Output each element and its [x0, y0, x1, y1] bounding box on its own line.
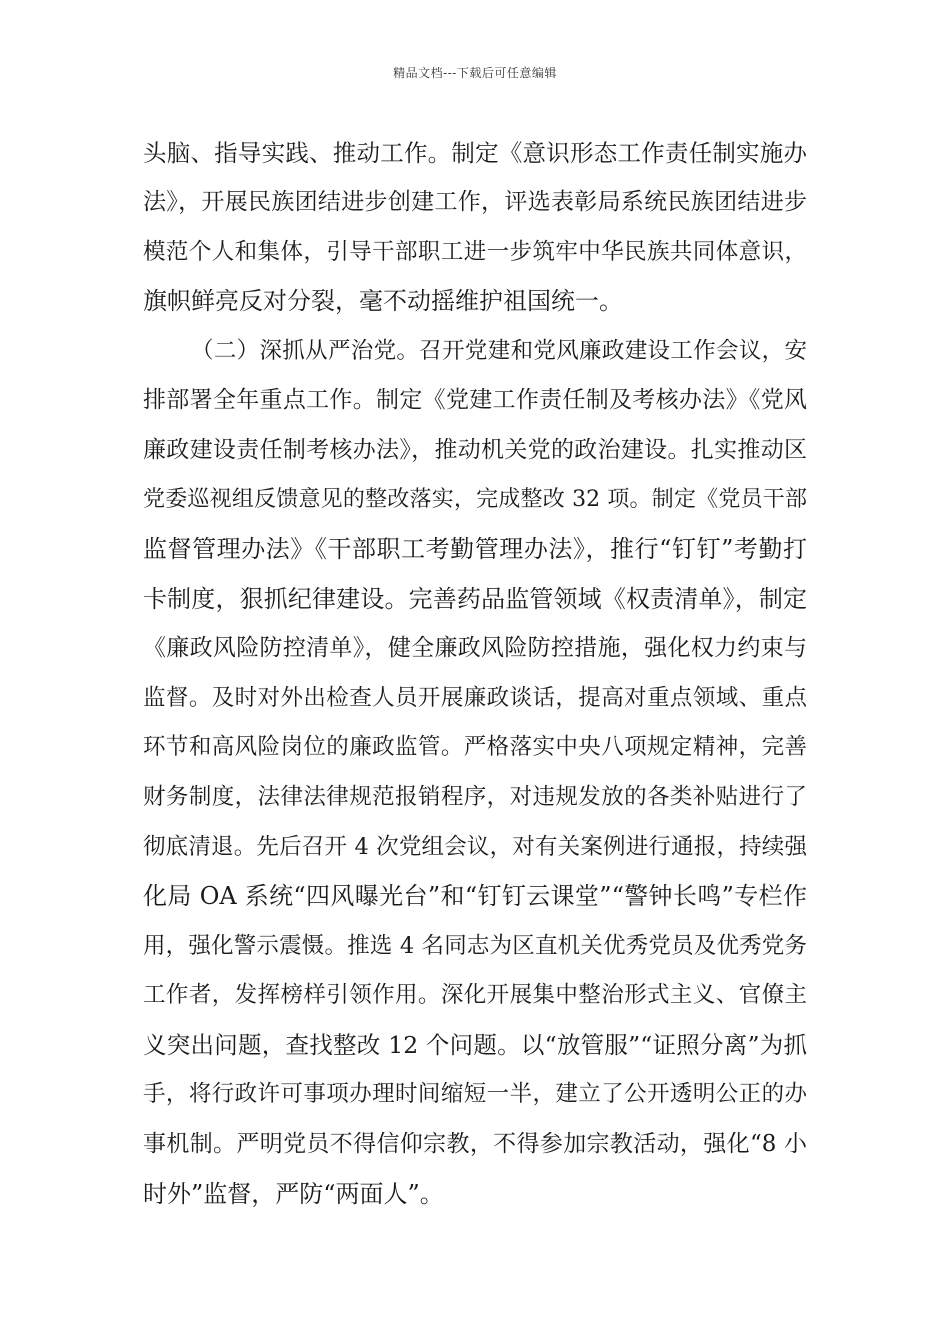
text-line: 财务制度，法律法律规范报销程序，对违规发放的各类补贴进行了	[143, 784, 807, 810]
text-line: 《廉政风险防控清单》，健全廉政风险防控措施，强化权力约束与	[143, 635, 807, 661]
page-header: 精品文档---下载后可任意编辑	[393, 66, 557, 80]
text-line: 事机制。严明党员不得信仰宗教，不得参加宗教活动，强化“8 小	[143, 1131, 807, 1157]
text-line: 时外”监督，严防“两面人”。	[143, 1180, 444, 1208]
text-line: 头脑、指导实践、推动工作。制定《意识形态工作责任制实施办	[143, 139, 807, 167]
text-line: 工作者，发挥榜样引领作用。深化开展集中整治形式主义、官僚主	[143, 982, 807, 1008]
paragraph-start-line: （二）深抓从严治党。召开党建和党风廉政建设工作会议，安	[191, 338, 807, 364]
text-line: 化局 OA 系统“四风曝光台”和“钉钉云课堂”“警钟长鸣”专栏作	[143, 882, 807, 910]
text-line: 彻底清退。先后召开 4 次党组会议，对有关案例进行通报，持续强	[143, 834, 807, 860]
text-line: 廉政建设责任制考核办法》，推动机关党的政治建设。扎实推动区	[143, 437, 807, 463]
text-line: 环节和高风险岗位的廉政监管。严格落实中央八项规定精神，完善	[143, 734, 807, 760]
text-line: 手，将行政许可事项办理时间缩短一半，建立了公开透明公正的办	[143, 1081, 807, 1107]
text-line: 法》，开展民族团结进步创建工作，评选表彰局系统民族团结进步	[143, 189, 807, 215]
text-line: 用，强化警示震慑。推选 4 名同志为区直机关优秀党员及优秀党务	[143, 933, 807, 959]
text-line: 监督。及时对外出检查人员开展廉政谈话，提高对重点领域、重点	[143, 685, 807, 711]
text-line: 监督管理办法》《干部职工考勤管理办法》，推行“钉钉”考勤打	[143, 535, 807, 563]
text-line: 党委巡视组反馈意见的整改落实，完成整改 32 项。制定《党员干部	[143, 487, 807, 512]
text-line: 义突出问题，查找整改 12 个问题。以“放管服”“证照分离”为抓	[143, 1031, 807, 1059]
text-line: 卡制度，狠抓纪律建设。完善药品监管领域《权责清单》，制定	[143, 585, 807, 613]
text-line: 旗帜鲜亮反对分裂，毫不动摇维护祖国统一。	[143, 287, 623, 315]
text-line: 排部署全年重点工作。制定《党建工作责任制及考核办法》《党风	[143, 387, 807, 413]
text-line: 模范个人和集体，引导干部职工进一步筑牢中华民族共同体意识，	[143, 239, 807, 265]
